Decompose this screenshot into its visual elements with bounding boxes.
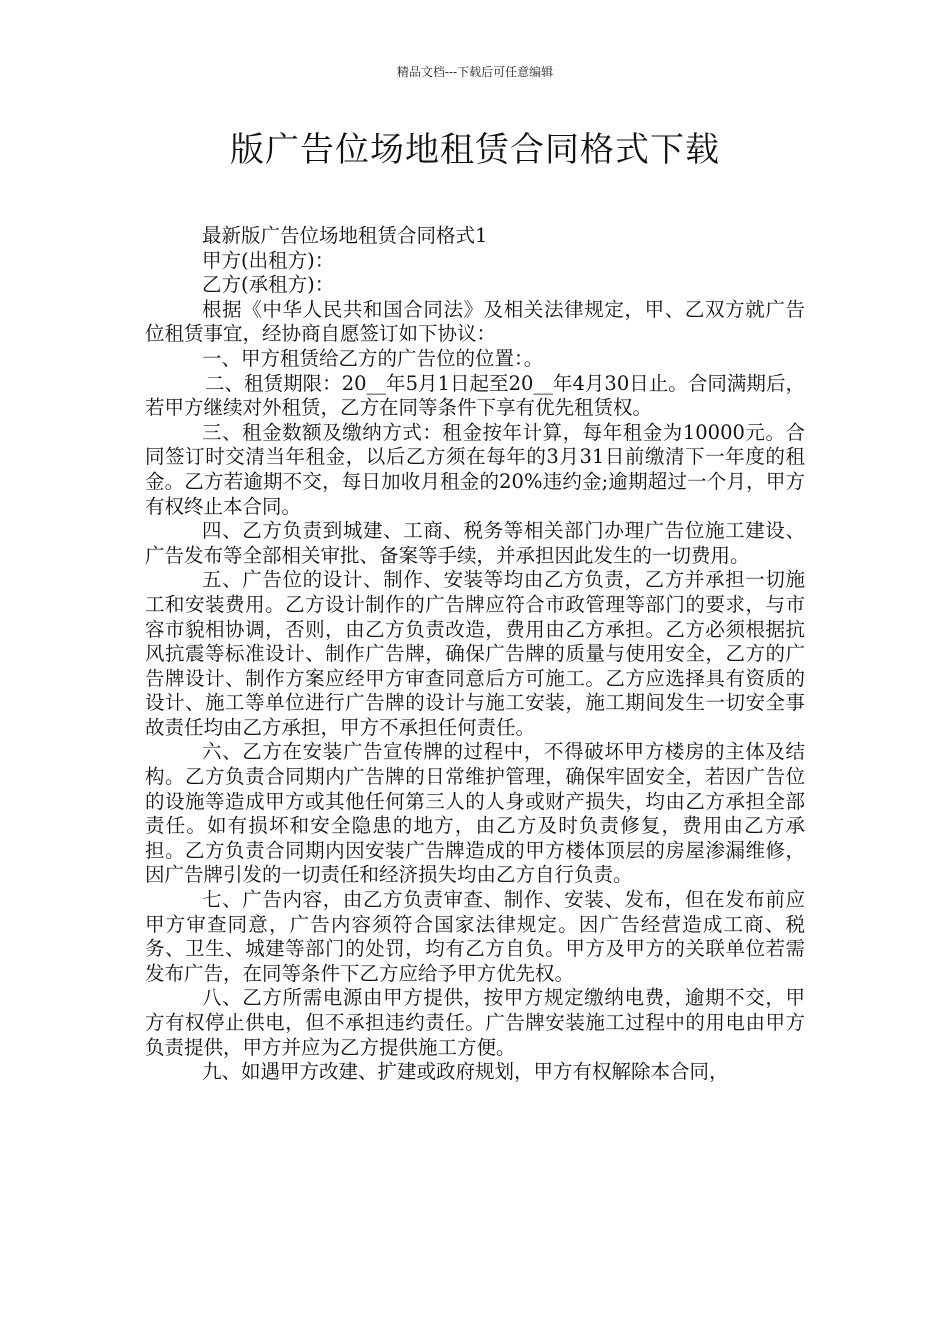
preamble-paragraph: 根据《中华人民共和国合同法》及相关法律规定，甲、乙双方就广告位租赁事宜，经协商自愿签订如下协议： bbox=[145, 297, 805, 346]
clause-7: 七、广告内容，由乙方负责审查、制作、安装、发布，但在发布前应甲方审查同意，广告内容须符合国家法律规定。因广告经营造成工商、税务、卫生、城建等部门的处罚，均有乙方自负。甲方及甲方的关联单位若需发布广告，在同等条件下乙方应给予甲方优先权。 bbox=[145, 888, 805, 985]
clause-9: 九、如遇甲方改建、扩建或政府规划，甲方有权解除本合同， bbox=[202, 1060, 729, 1084]
contract-body bbox=[145, 224, 805, 1085]
clause-3: 三、租金数额及缴纳方式：租金按年计算，每年租金为10000元。合同签订时交清当年租金，以后乙方须在每年的3月31日前缴清下一年度的租金。乙方若逾期不交，每日加收月租金的20%违约金;逾期超过一个月，甲方有权终止本合同。 bbox=[145, 420, 805, 518]
page-title: 版广告位场地租赁合同格式下载 bbox=[230, 130, 720, 170]
contract-subtitle: 最新版广告位场地租赁合同格式1 bbox=[202, 224, 488, 247]
clause-8: 八、乙方所需电源由甲方提供，按甲方规定缴纳电费，逾期不交，甲方有权停止供电，但不承担违约责任。广告牌安装施工过程中的用电由甲方负责提供，甲方并应为乙方提供施工方便。 bbox=[145, 986, 805, 1059]
clause-2: 二、租赁期限：20__年5月1日起至20__年4月30日止。合同满期后，若甲方继续对外租赁，乙方在同等条件下享有优先租赁权。 bbox=[145, 371, 805, 420]
party-a-line: 甲方(出租方)： bbox=[202, 248, 335, 272]
clause-4: 四、乙方负责到城建、工商、税务等相关部门办理广告位施工建设、广告发布等全部相关审批、备案等手续，并承担因此发生的一切费用。 bbox=[145, 519, 805, 567]
clause-5: 五、广告位的设计、制作、安装等均由乙方负责，乙方并承担一切施工和安装费用。乙方设计制作的广告牌应符合市政管理等部门的要求，与市容市貌相协调，否则，由乙方负责改造，费用由乙方承担。乙方必须根据抗风抗震等标准设计、制作广告牌，确保广告牌的质量与使用安全，乙方的广告牌设计、制作方案应经甲方审查同意后方可施工。乙方应选择具有资质的设计、施工等单位进行广告牌的设计与施工安装，施工期间发生一切安全事故责任均由乙方承担，甲方不承担任何责任。 bbox=[145, 568, 805, 739]
header-note: 精品文档---下载后可任意编辑 bbox=[396, 65, 554, 79]
clause-6: 六、乙方在安装广告宣传牌的过程中，不得破坏甲方楼房的主体及结构。乙方负责合同期内广告牌的日常维护管理，确保牢固安全，若因广告位的设施等造成甲方或其他任何第三人的人身或财产损失，均由乙方承担全部责任。如有损坏和安全隐患的地方，由乙方及时负责修复，费用由乙方承担。乙方负责合同期内因安装广告牌造成的甲方楼体顶层的房屋渗漏维修，因广告牌引发的一切责任和经济损失均由乙方自行负责。 bbox=[145, 740, 805, 887]
party-b-line: 乙方(承租方)： bbox=[202, 273, 335, 297]
clause-1: 一、甲方租赁给乙方的广告位的位置：。 bbox=[202, 346, 544, 370]
